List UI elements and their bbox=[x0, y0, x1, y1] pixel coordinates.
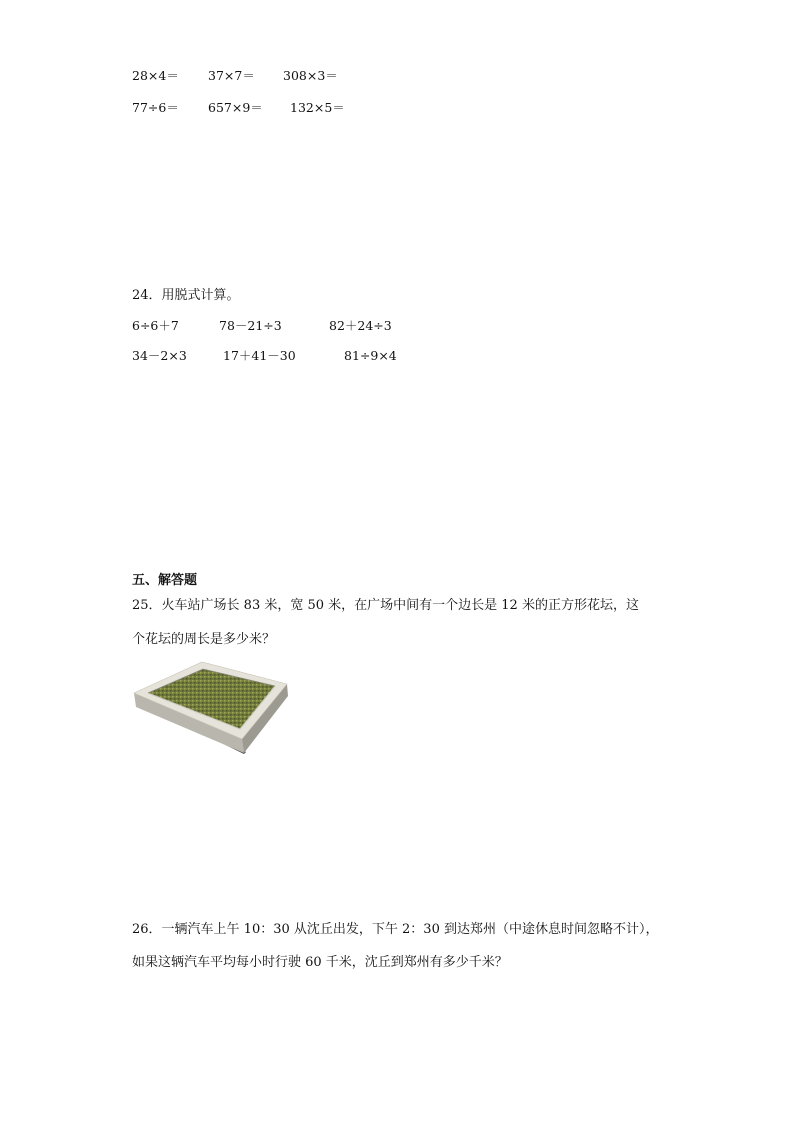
expression: 308×3＝ bbox=[283, 68, 338, 83]
question-24-title: 24．用脱式计算。 bbox=[132, 288, 240, 303]
expression: 132×5＝ bbox=[290, 100, 345, 115]
question-25-line-2: 个花坛的周长是多少米？ bbox=[132, 632, 276, 647]
square-flower-bed-image bbox=[132, 660, 288, 755]
expression: 78－21÷3 bbox=[219, 318, 282, 333]
expression: 28×4＝ bbox=[132, 68, 179, 83]
expression: 81÷9×4 bbox=[344, 348, 397, 363]
question-26-line-1: 26．一辆汽车上午 10：30 从沈丘出发，下午 2：30 到达郑州（中途休息时间忽略不计）， bbox=[132, 922, 659, 937]
expression: 77÷6＝ bbox=[132, 100, 179, 115]
expression: 37×7＝ bbox=[208, 68, 255, 83]
expression: 17＋41－30 bbox=[223, 348, 296, 363]
expression: 82＋24÷3 bbox=[329, 318, 392, 333]
question-25-line-1: 25．火车站广场长 83 米，宽 50 米，在广场中间有一个边长是 12 米的正方形花坛，这 bbox=[132, 598, 639, 613]
expression: 34－2×3 bbox=[132, 348, 187, 363]
expression: 657×9＝ bbox=[208, 100, 263, 115]
question-26-line-2: 如果这辆汽车平均每小时行驶 60 千米，沈丘到郑州有多少千米？ bbox=[132, 955, 508, 970]
section-heading: 五、解答题 bbox=[132, 573, 198, 588]
expression: 6÷6＋7 bbox=[132, 318, 179, 333]
